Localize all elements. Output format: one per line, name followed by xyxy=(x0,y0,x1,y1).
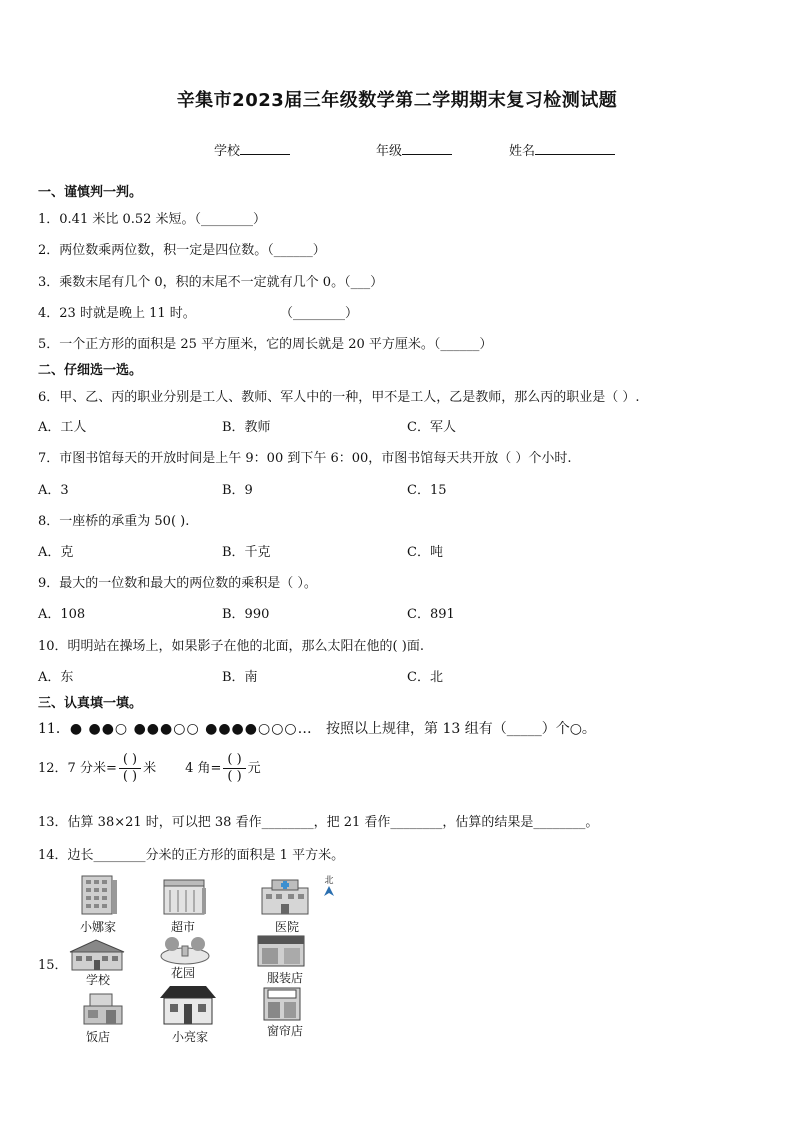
north-arrow-icon xyxy=(324,886,334,896)
school-blank[interactable] xyxy=(240,140,290,155)
map-label-supermarket: 超市 xyxy=(170,920,195,934)
supermarket-icon xyxy=(162,878,208,918)
grade-label: 年级 xyxy=(376,144,403,159)
map-label-xiaoliang-home: 小亮家 xyxy=(171,1030,208,1044)
q12-fraction-b[interactable] xyxy=(223,752,245,785)
q7-option-c: C．15 xyxy=(407,483,447,498)
question-15-number: 15． xyxy=(38,958,68,973)
map-label-hospital: 医院 xyxy=(274,920,299,934)
question-1: 1．0.41 米比 0.52 米短。（________） xyxy=(38,212,267,227)
q11-pattern: ● ●●○ ●●●○○ ●●●●○○○… xyxy=(69,721,313,737)
garden-icon xyxy=(158,934,212,966)
fraction-denominator: ( ) xyxy=(122,769,138,784)
q10-option-b: B．南 xyxy=(222,670,258,685)
north-indicator xyxy=(322,873,336,896)
school-field xyxy=(214,140,290,159)
q8-option-a: A．克 xyxy=(38,545,74,560)
q6-option-a: A．工人 xyxy=(38,420,87,435)
grade-field xyxy=(376,140,452,159)
q12-number: 12． xyxy=(38,761,68,776)
question-9: 9．最大的一位数和最大的两位数的乘积是（ ）。 xyxy=(38,576,317,591)
q9-option-a: A．108 xyxy=(38,607,86,622)
house-icon xyxy=(158,984,218,1026)
question-5: 5．一个正方形的面积是 25 平方厘米，它的周长就是 20 平方厘米。（______） xyxy=(38,337,493,352)
map-label-clothing-store: 服装店 xyxy=(266,971,303,985)
q12-fraction-a[interactable] xyxy=(119,752,141,785)
q9-option-c: C．891 xyxy=(407,607,455,622)
q7-option-a: A．3 xyxy=(38,483,69,498)
name-field xyxy=(509,140,615,159)
q6-option-b: B．教师 xyxy=(222,420,271,435)
name-label: 姓名 xyxy=(509,144,536,159)
q11-text: 按照以上规律，第 13 组有（_____）个○。 xyxy=(326,721,596,737)
hospital-icon xyxy=(258,876,314,916)
map-label-garden: 花园 xyxy=(170,966,195,980)
name-blank[interactable] xyxy=(535,140,615,155)
question-10: 10．明明站在操场上，如果影子在他的北面，那么太阳在他的( )面. xyxy=(38,639,424,654)
q12-unit-a: 米 xyxy=(143,761,157,776)
page-title: 辛集市2023届三年级数学第二学期期末复习检测试题 xyxy=(176,90,618,111)
school-label: 学校 xyxy=(214,144,241,159)
question-7: 7．市图书馆每天的开放时间是上午 9：00 到下午 6：00，市图书馆每天共开放（ ）个小时. xyxy=(38,451,572,466)
q10-option-c: C．北 xyxy=(407,670,443,685)
map-label-restaurant: 饭店 xyxy=(85,1030,110,1044)
section-3-heading: 三、认真填一填。 xyxy=(38,696,143,711)
q8-option-b: B．千克 xyxy=(222,545,271,560)
question-13: 13．估算 38×21 时，可以把 38 看作________，把 21 看作________，估算的结果是________。 xyxy=(38,815,599,830)
question-2: 2．两位数乘两位数，积一定是四位数。（______） xyxy=(38,243,326,258)
section-2-heading: 二、仔细选一选。 xyxy=(38,363,143,378)
q12-part-b: 4 角= xyxy=(185,761,222,776)
fraction-numerator: ( ) xyxy=(223,752,245,769)
map-label-xiaona-home: 小娜家 xyxy=(79,920,116,934)
question-4-blank: （________） xyxy=(280,306,359,321)
question-11 xyxy=(38,718,596,738)
north-label: 北 xyxy=(324,876,334,886)
map-label-curtain-store: 窗帘店 xyxy=(266,1024,303,1038)
question-14: 14．边长________分米的正方形的面积是 1 平方米。 xyxy=(38,848,345,863)
question-12 xyxy=(38,752,261,785)
map-label-school: 学校 xyxy=(85,973,110,987)
restaurant-icon xyxy=(80,990,126,1028)
curtain-store-icon xyxy=(262,986,302,1022)
fraction-denominator: ( ) xyxy=(227,769,242,784)
question-4: 4．23 时就是晚上 11 时。 xyxy=(38,306,196,321)
q6-option-c: C．军人 xyxy=(407,420,456,435)
question-6: 6．甲、乙、丙的职业分别是工人、教师、军人中的一种，甲不是工人，乙是教师，那么丙的职业是（ ）. xyxy=(38,390,640,405)
section-1-heading: 一、谨慎判一判。 xyxy=(38,185,143,200)
clothing-store-icon xyxy=(256,934,306,968)
question-3: 3．乘数末尾有几个 0，积的末尾不一定就有几个 0。（___） xyxy=(38,275,384,290)
school-icon xyxy=(66,936,128,972)
q12-part-a: 7 分米= xyxy=(67,761,117,776)
q7-option-b: B．9 xyxy=(222,483,253,498)
q11-number: 11． xyxy=(38,721,70,737)
fraction-numerator: ( ) xyxy=(119,752,141,769)
q12-unit-b: 元 xyxy=(247,761,261,776)
q9-option-b: B．990 xyxy=(222,607,270,622)
question-8: 8．一座桥的承重为 50( ). xyxy=(38,514,190,529)
q8-option-c: C．吨 xyxy=(407,545,443,560)
grade-blank[interactable] xyxy=(402,140,452,155)
apartment-building-icon xyxy=(78,874,118,916)
q10-option-a: A．东 xyxy=(38,670,74,685)
